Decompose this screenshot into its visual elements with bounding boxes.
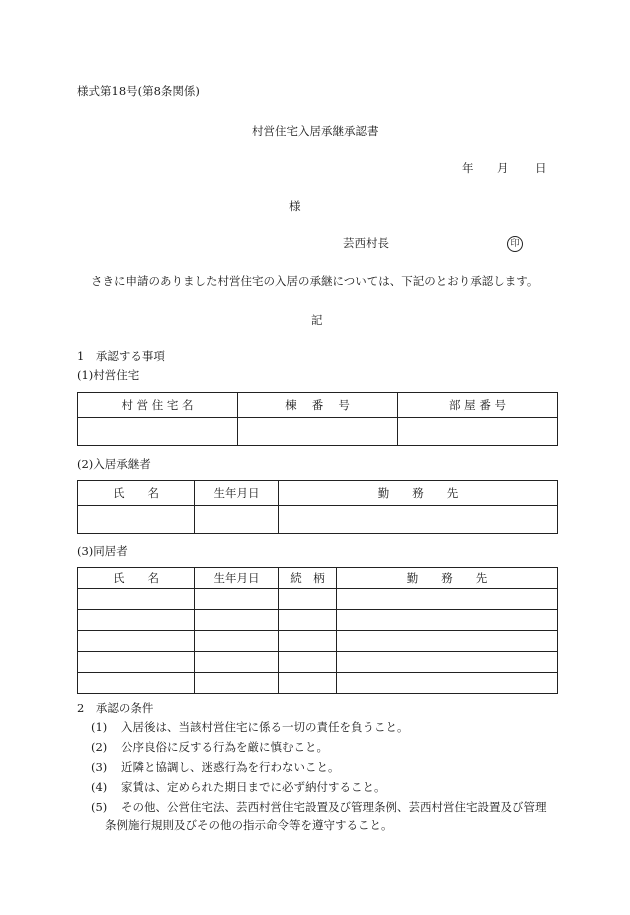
housing-header-name: 村 営 住 宅 名 [78, 393, 238, 418]
housing-label: (1)村営住宅 [77, 368, 140, 382]
cohabitant-relation-cell[interactable] [279, 589, 337, 610]
table-row [78, 589, 558, 610]
successor-label: (2)入居承継者 [77, 457, 151, 471]
addressee-suffix: 様 [289, 199, 301, 213]
condition-number: (4) [91, 780, 108, 794]
cohabitants-header-name: 氏 名 [78, 568, 195, 589]
body-text: さきに申請のありました村営住宅の入居の承継については、下記のとおり承認します。 [91, 274, 539, 288]
cohabitant-name-cell[interactable] [78, 589, 195, 610]
cohabitant-birthdate-cell[interactable] [195, 652, 279, 673]
condition-text-continued: 条例施行規則及びその他の指示命令等を遵守すること。 [105, 818, 393, 832]
cohabitant-name-cell[interactable] [78, 652, 195, 673]
cohabitant-relation-cell[interactable] [279, 610, 337, 631]
table-row [78, 631, 558, 652]
condition-item [91, 739, 328, 755]
housing-room-cell[interactable] [398, 418, 558, 446]
housing-name-cell[interactable] [78, 418, 238, 446]
cohabitant-workplace-cell[interactable] [337, 610, 558, 631]
cohabitants-label: (3)同居者 [77, 544, 128, 558]
cohabitant-workplace-cell[interactable] [337, 673, 558, 694]
date-year-label: 年 [462, 161, 474, 175]
condition-text: 入居後は、当該村営住宅に係る一切の責任を負うこと。 [121, 720, 409, 734]
condition-number: (1) [91, 720, 108, 734]
cohabitant-birthdate-cell[interactable] [195, 610, 279, 631]
issuer-name: 芸西村長 [343, 236, 389, 250]
cohabitant-relation-cell[interactable] [279, 652, 337, 673]
successor-table [77, 480, 558, 534]
successor-header-birthdate: 生年月日 [195, 481, 279, 506]
section1-heading: 1 承認する事項 [77, 349, 165, 363]
cohabitant-relation-cell[interactable] [279, 631, 337, 652]
condition-item [91, 759, 340, 775]
cohabitant-birthdate-cell[interactable] [195, 631, 279, 652]
date-day-label: 日 [535, 161, 547, 175]
cohabitants-header-workplace: 勤 務 先 [337, 568, 558, 589]
table-row [78, 610, 558, 631]
form-number: 様式第18号(第8条関係) [77, 84, 200, 98]
cohabitants-table [77, 567, 558, 694]
section2-heading: 2 承認の条件 [77, 701, 154, 715]
cohabitant-name-cell[interactable] [78, 673, 195, 694]
cohabitant-birthdate-cell[interactable] [195, 673, 279, 694]
cohabitant-name-cell[interactable] [78, 631, 195, 652]
condition-item [91, 799, 547, 815]
cohabitant-workplace-cell[interactable] [337, 652, 558, 673]
successor-header-name: 氏 名 [78, 481, 195, 506]
condition-number: (3) [91, 760, 108, 774]
successor-header-workplace: 勤 務 先 [279, 481, 558, 506]
condition-text: その他、公営住宅法、芸西村営住宅設置及び管理条例、芸西村営住宅設置及び管理 [121, 800, 547, 814]
housing-header-building: 棟 番 号 [238, 393, 398, 418]
condition-number: (5) [91, 800, 108, 814]
condition-number: (2) [91, 740, 108, 754]
condition-text: 公序良俗に反する行為を厳に慎むこと。 [121, 740, 328, 754]
ki-label: 記 [311, 313, 323, 327]
housing-building-cell[interactable] [238, 418, 398, 446]
condition-item [91, 719, 409, 735]
table-row [78, 673, 558, 694]
successor-workplace-cell[interactable] [279, 506, 558, 534]
condition-item [91, 779, 386, 795]
seal-mark: 印 [507, 236, 523, 252]
cohabitant-workplace-cell[interactable] [337, 631, 558, 652]
table-row [78, 652, 558, 673]
condition-text: 家賃は、定められた期日までに必ず納付すること。 [121, 780, 386, 794]
cohabitants-header-relation: 続 柄 [279, 568, 337, 589]
successor-birthdate-cell[interactable] [195, 506, 279, 534]
successor-name-cell[interactable] [78, 506, 195, 534]
cohabitants-header-birthdate: 生年月日 [195, 568, 279, 589]
housing-table [77, 392, 558, 446]
cohabitant-birthdate-cell[interactable] [195, 589, 279, 610]
condition-text: 近隣と協調し、迷惑行為を行わないこと。 [121, 760, 340, 774]
cohabitant-workplace-cell[interactable] [337, 589, 558, 610]
cohabitant-name-cell[interactable] [78, 610, 195, 631]
cohabitant-relation-cell[interactable] [279, 673, 337, 694]
date-month-label: 月 [497, 161, 509, 175]
document-title: 村営住宅入居承継承認書 [252, 124, 379, 138]
housing-header-room: 部 屋 番 号 [398, 393, 558, 418]
